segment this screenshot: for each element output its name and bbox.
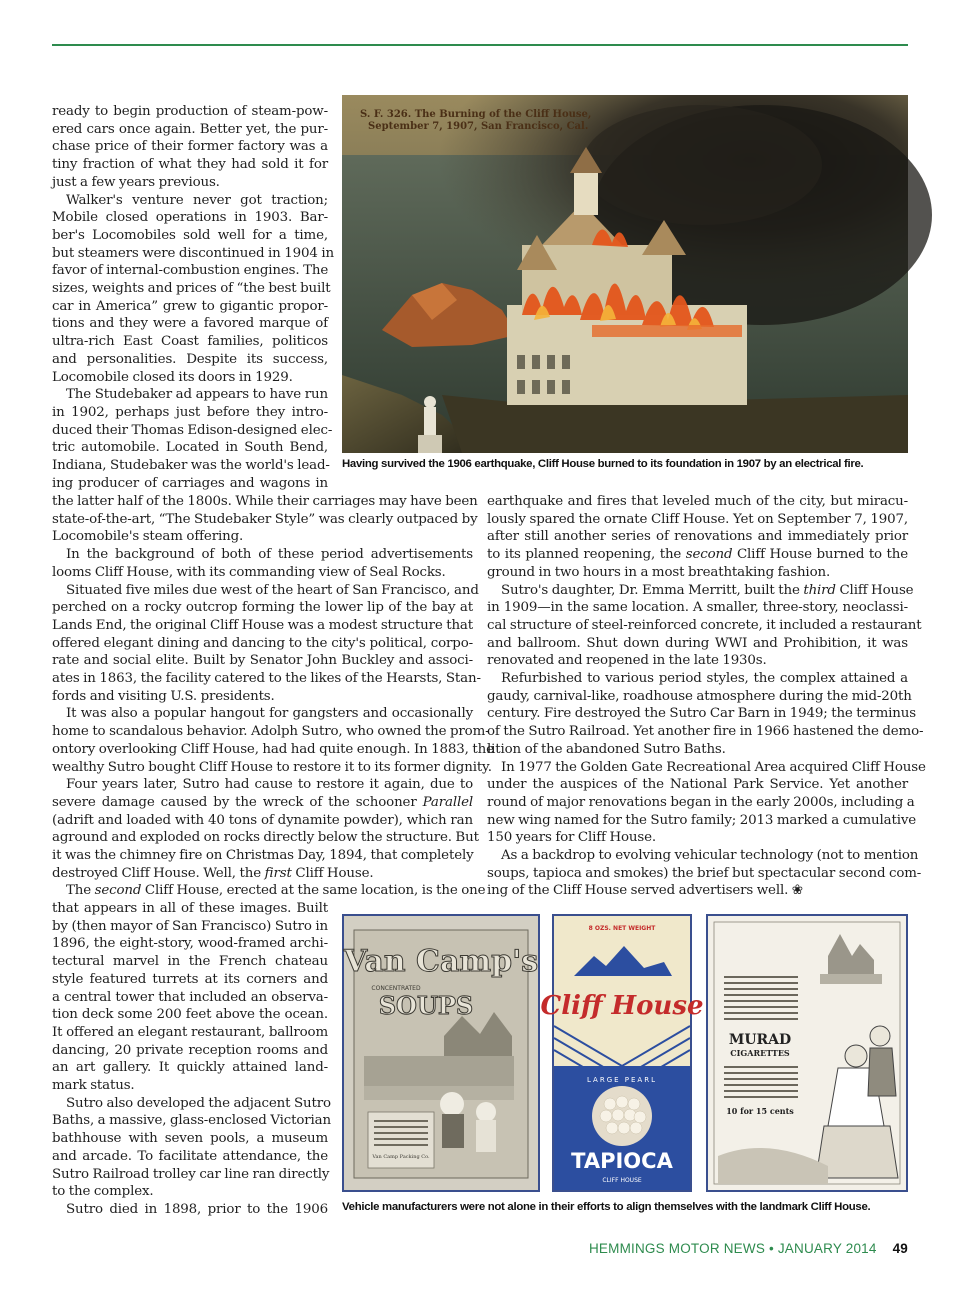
- cliff-house-fire-postcard: [342, 95, 908, 453]
- text-line: bathhouse with seven pools, a museum: [52, 1131, 328, 1147]
- text-line: ates in 1863, the facility catered to the likes of the Hearsts, Stan-: [52, 671, 481, 686]
- text-line: new wing named for the Sutro family; 2013 marked a cumulative: [487, 812, 917, 828]
- tapioca-distributor: CLIFF HOUSE: [602, 1177, 642, 1184]
- text-line: Locomobile closed its doors in 1929.: [52, 369, 293, 385]
- text-line: Walker's venture never got traction;: [66, 192, 328, 208]
- text-line: ing of the Cliff House served advertisers well. ❀: [487, 883, 803, 899]
- text-line: tectural marvel in the French chateau: [52, 954, 328, 970]
- murad-brand: MURAD: [728, 1032, 792, 1048]
- text-line: looms Cliff House, with its commanding view of Seal Rocks.: [52, 564, 446, 580]
- tapioca-arc-label: LARGE PEARL: [587, 1076, 657, 1084]
- text-line: by (then mayor of San Francisco) Sutro in: [52, 918, 328, 934]
- text-line: chase price of their former factory was a: [52, 139, 328, 155]
- text-line: state-of-the-art, “The Studebaker Style” was clearly outpaced by: [52, 511, 478, 527]
- postcard-illustration: [342, 95, 908, 453]
- text-line: ground in two hours in a most breathtaking fashion.: [487, 564, 831, 580]
- text-line: dancing, 20 private reception rooms and: [52, 1042, 328, 1058]
- text-line: car in America” grew to gigantic propor-: [52, 298, 328, 314]
- text-line: Sutro also developed the adjacent Sutro: [66, 1095, 331, 1111]
- header-rule: [52, 44, 908, 46]
- text-line: gaudy, carnival-like, roadhouse atmosphere during the mid-20th: [487, 688, 912, 704]
- postcard-title-line1: S. F. 326. The Burning of the Cliff House,: [360, 109, 592, 120]
- page-number: 49: [892, 1241, 908, 1256]
- vancamp-company: Van Camp Packing Co.: [372, 1154, 430, 1160]
- text-line: The Studebaker ad appears to have run: [66, 387, 328, 403]
- text-line: century. Fire destroyed the Sutro Car Barn in 1949; the terminus: [487, 706, 916, 722]
- text-line: ber's Locomobiles sold well for a time,: [52, 227, 328, 243]
- tapioca-product: TAPIOCA: [571, 1149, 673, 1173]
- text-line: fords and visiting U.S. presidents.: [52, 688, 275, 704]
- ads-caption: Vehicle manufacturers were not alone in their efforts to align themselves with the landmark Cliff House.: [342, 1201, 871, 1213]
- text-line: round of major renovations began in the early 2000s, including a: [487, 794, 915, 810]
- text-line: mark status.: [52, 1078, 135, 1093]
- text-line: lously spared the ornate Cliff House. Yet on September 7, 1907,: [487, 511, 908, 527]
- text-line: perched on a rocky outcrop forming the lower lip of the bay at: [52, 600, 473, 616]
- text-line: and ballroom. Shut down during WWI and Prohibition, it was: [487, 635, 908, 651]
- text-line: Situated five miles due west of the heart of San Francisco, and: [66, 582, 479, 598]
- text-line: Locomobile's steam offering.: [52, 529, 244, 545]
- text-line: the latter half of the 1800s. While their carriages may have been: [52, 494, 478, 509]
- text-line: ready to begin production of steam-pow-: [52, 104, 328, 119]
- text-line: ontory overlooking Cliff House, had had quite enough. In 1883, the: [52, 741, 494, 757]
- footer-publication: HEMMINGS MOTOR NEWS • JANUARY 2014: [588, 1241, 877, 1256]
- text-line: (adrift and loaded with 40 tons of dynamite powder), which ran: [52, 812, 473, 828]
- text-line: 150 years for Cliff House.: [487, 830, 656, 846]
- text-line: to its planned reopening, the second Cliff House burned to the: [487, 547, 908, 563]
- text-line: aground and exploded on rocks directly below the structure. But: [52, 830, 479, 846]
- text-line: in 1902, perhaps just before they intro-: [52, 404, 328, 420]
- text-line: tions and they were a favored marque of: [52, 316, 328, 332]
- text-line: rate and social elite. Built by Senator John Buckley and associ-: [52, 653, 473, 669]
- text-line: severe damage caused by the wreck of the schooner Parallel: [52, 794, 473, 810]
- text-line: cal structure of steel-reinforced concrete, it included a restaurant: [487, 617, 922, 633]
- text-line: just a few years previous.: [52, 174, 220, 190]
- text-line: ing producer of carriages and wagons in: [52, 475, 328, 491]
- tapioca-weight: 8 OZS. NET WEIGHT: [588, 925, 656, 932]
- text-line: a central tower that included an observa-: [52, 989, 328, 1005]
- text-line: tric automobile. Located in South Bend,: [52, 440, 328, 456]
- text-line: home to scandalous behavior. Adolph Sutro, who owned the prom-: [52, 724, 490, 740]
- text-line: ultra-rich East Coast families, politicos: [52, 334, 328, 350]
- text-line: renovated and reopened in the late 1930s.: [487, 653, 767, 669]
- vancamp-product: SOUPS: [378, 991, 474, 1020]
- vancamp-soups-ad: [342, 914, 540, 1192]
- murad-price: 10 for 15 cents: [726, 1106, 794, 1116]
- text-line: favor of internal-combustion engines. The: [52, 263, 329, 279]
- text-line: style featured turrets at its corners and: [52, 971, 328, 987]
- text-line: Sutro died in 1898, prior to the 1906: [66, 1201, 328, 1217]
- text-line: soups, tapioca and smokes) the brief but spectacular second com-: [487, 865, 922, 881]
- text-line: of the Sutro Railroad. Yet another fire in 1966 hastened the demo-: [487, 724, 924, 740]
- text-line: it was the chimney fire on Christmas Day, 1894, that completely: [52, 848, 474, 863]
- photo-caption-top: Having survived the 1906 earthquake, Cliff House burned to its foundation in 1907 by an electrical fire.: [342, 458, 864, 470]
- text-line: As a backdrop to evolving vehicular technology (not to mention: [501, 848, 919, 863]
- text-line: It offered an elegant restaurant, ballroom: [52, 1024, 328, 1040]
- text-line: Baths, a massive, glass-enclosed Victorian: [52, 1113, 331, 1129]
- vancamp-subtitle: CONCENTRATED: [371, 985, 421, 992]
- text-line: but steamers were discontinued in 1904 in: [52, 245, 334, 261]
- text-line: and arcade. To facilitate attendance, the: [52, 1148, 328, 1164]
- tapioca-brand: Cliff House: [540, 991, 704, 1021]
- text-line: that appears in all of these images. Built: [52, 901, 328, 916]
- text-line: Sutro Railroad trolley car line ran directly: [52, 1166, 330, 1182]
- text-line: In 1977 the Golden Gate Recreational Area acquired Cliff House: [501, 759, 926, 775]
- text-line: tiny fraction of what they had sold it for: [52, 157, 328, 173]
- cliff-house-tapioca-ad: [540, 914, 704, 1192]
- text-line: offered elegant dining and dancing to the city's political, corpo-: [52, 635, 473, 651]
- text-line: In the background of both of these period advertisements: [66, 547, 473, 563]
- murad-cigarettes-ad: [706, 914, 908, 1192]
- text-line: Lands End, the original Cliff House was a modest structure that: [52, 617, 473, 633]
- text-line: 1896, the eight-story, wood-framed archi-: [52, 936, 328, 952]
- text-line: under the auspices of the National Park Service. Yet another: [487, 777, 908, 793]
- text-line: Four years later, Sutro had cause to restore it again, due to: [66, 777, 473, 793]
- text-line: after still another series of renovations and immediately prior: [487, 529, 908, 545]
- text-line: ered cars once again. Better yet, the pur-: [52, 121, 328, 137]
- text-line: an art gallery. It quickly attained land-: [52, 1060, 328, 1076]
- text-line: duced their Thomas Edison-designed elec-: [52, 422, 333, 438]
- page-footer: [589, 1241, 908, 1256]
- text-line: in 1909—in the same location. A smaller, three-story, neoclassi-: [487, 600, 908, 616]
- text-line: It was also a popular hangout for gangsters and occasionally: [66, 706, 473, 722]
- text-line: Refurbished to various period styles, the complex attained a: [501, 671, 908, 686]
- murad-sub: CIGARETTES: [730, 1048, 790, 1058]
- vancamp-brand: Van Camp's: [343, 944, 539, 979]
- text-line: lition of the abandoned Sutro Baths.: [487, 741, 726, 757]
- postcard-title-line2: September 7, 1907, San Francisco, Cal.: [368, 121, 589, 132]
- text-line: Mobile closed operations in 1903. Bar-: [52, 210, 328, 226]
- text-line: Indiana, Studebaker was the world's lead-: [52, 458, 330, 473]
- text-line: tion deck some 200 feet above the ocean.: [52, 1007, 328, 1023]
- text-line: earthquake and fires that leveled much of the city, but miracu-: [487, 494, 908, 509]
- text-line: and personalities. Despite its success,: [52, 351, 328, 367]
- text-line: The second Cliff House, erected at the same location, is the one: [66, 883, 486, 899]
- text-line: Sutro's daughter, Dr. Emma Merritt, built the third Cliff House: [501, 582, 914, 598]
- text-line: destroyed Cliff House. Well, the first Cliff House.: [52, 865, 374, 881]
- text-line: wealthy Sutro bought Cliff House to restore it to its former dignity.: [52, 759, 492, 775]
- text-line: to the complex.: [52, 1184, 154, 1200]
- text-line: sizes, weights and prices of “the best built: [52, 281, 331, 296]
